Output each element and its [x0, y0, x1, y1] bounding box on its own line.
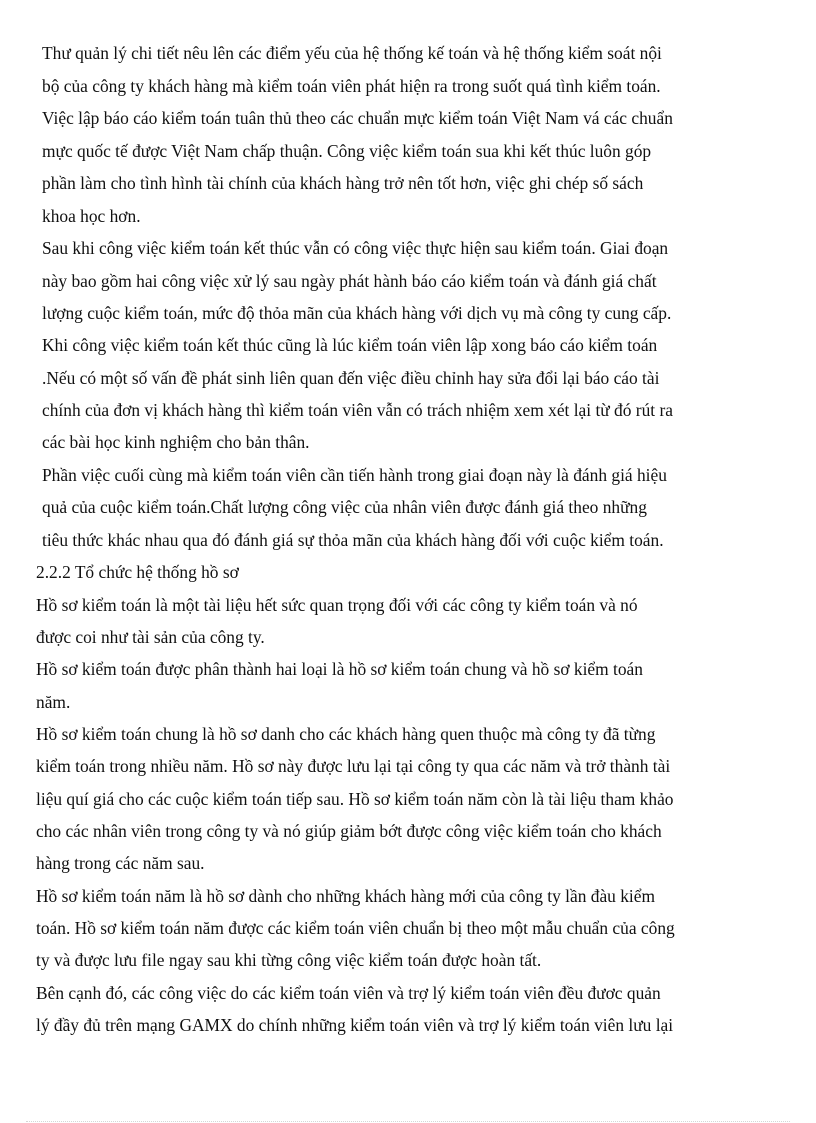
text-line: cho các nhân viên trong công ty và nó giúp giảm bớt được công việc kiểm toán cho khách	[36, 821, 662, 841]
text-line: Việc lập báo cáo kiểm toán tuân thủ theo các chuẩn mực kiểm toán Việt Nam vá các chuẩn	[42, 108, 673, 128]
text-line: toán. Hồ sơ kiểm toán năm được các kiểm toán viên chuẩn bị theo một mẫu chuẩn của công	[36, 918, 675, 938]
text-line: tiêu thức khác nhau qua đó đánh giá sự thỏa mãn của khách hàng đối với cuộc kiểm toán.	[42, 530, 664, 550]
text-line: lượng cuộc kiểm toán, mức độ thỏa mãn của khách hàng với dịch vụ mà công ty cung cấp.	[42, 303, 672, 323]
text-line: Thư quản lý chi tiết nêu lên các điểm yếu của hệ thống kế toán và hệ thống kiểm soát nội	[42, 43, 662, 63]
text-line: bộ của công ty khách hàng mà kiểm toán viên phát hiện ra trong suốt quá tình kiểm toán.	[42, 76, 661, 96]
text-line: phần làm cho tình hình tài chính của khách hàng trở nên tốt hơn, việc ghi chép số sách	[42, 173, 644, 193]
text-line: mực quốc tế được Việt Nam chấp thuận. Công việc kiểm toán sua khi kết thúc luôn góp	[42, 141, 652, 161]
text-line: này bao gồm hai công việc xử lý sau ngày phát hành báo cáo kiểm toán và đánh giá chất	[42, 271, 657, 291]
text-line: Hồ sơ kiểm toán chung là hồ sơ danh cho các khách hàng quen thuộc mà công ty đã từng	[36, 724, 656, 744]
section-heading: 2.2.2 Tổ chức hệ thống hồ sơ	[36, 562, 239, 582]
text-line: khoa học hơn.	[42, 206, 141, 226]
text-line: hàng trong các năm sau.	[36, 853, 205, 873]
text-line: Hồ sơ kiểm toán được phân thành hai loại là hồ sơ kiểm toán chung và hồ sơ kiểm toán	[36, 659, 643, 679]
text-line: ty và được lưu file ngay sau khi từng công việc kiểm toán được hoàn tất.	[36, 950, 542, 970]
text-line: được coi như tài sản của công ty.	[36, 627, 265, 647]
text-line: Hồ sơ kiểm toán là một tài liệu hết sức quan trọng đối với các công ty kiểm toán và nó	[36, 595, 638, 615]
text-line: các bài học kinh nghiệm cho bản thân.	[42, 432, 310, 452]
text-line: .Nếu có một số vấn đề phát sinh liên quan đến việc điều chỉnh hay sửa đổi lại báo cáo tài	[42, 368, 660, 388]
text-line: liệu quí giá cho các cuộc kiểm toán tiếp sau. Hồ sơ kiểm toán năm còn là tài liệu tham khảo	[36, 789, 674, 809]
text-line: Phần việc cuối cùng mà kiểm toán viên cần tiến hành trong giai đoạn này là đánh giá hiệu	[42, 465, 667, 485]
text-line: Bên cạnh đó, các công việc do các kiểm toán viên và trợ lý kiểm toán viên đều đươc quản	[36, 983, 661, 1003]
text-line: lý đầy đủ trên mạng GAMX do chính những kiểm toán viên và trợ lý kiểm toán viên lưu lại	[36, 1015, 674, 1035]
text-line: Khi công việc kiểm toán kết thúc cũng là lúc kiểm toán viên lập xong báo cáo kiểm toán	[42, 335, 658, 355]
text-line: quả của cuộc kiểm toán.Chất lượng công việc của nhân viên được đánh giá theo những	[42, 497, 647, 517]
text-line: Sau khi công việc kiểm toán kết thúc vẫn có công việc thực hiện sau kiểm toán. Giai đoạn	[42, 238, 669, 258]
text-line: chính của đơn vị khách hàng thì kiểm toán viên vẫn có trách nhiệm xem xét lại từ đó rút ra	[42, 400, 673, 420]
text-line: Hồ sơ kiểm toán năm là hồ sơ dành cho những khách hàng mới của công ty lần đàu kiểm	[36, 886, 655, 906]
page-bottom-divider	[26, 1121, 790, 1122]
text-line: năm.	[36, 692, 71, 712]
text-line: kiểm toán trong nhiều năm. Hồ sơ này được lưu lại tại công ty qua các năm và trở thành tài	[36, 756, 671, 776]
